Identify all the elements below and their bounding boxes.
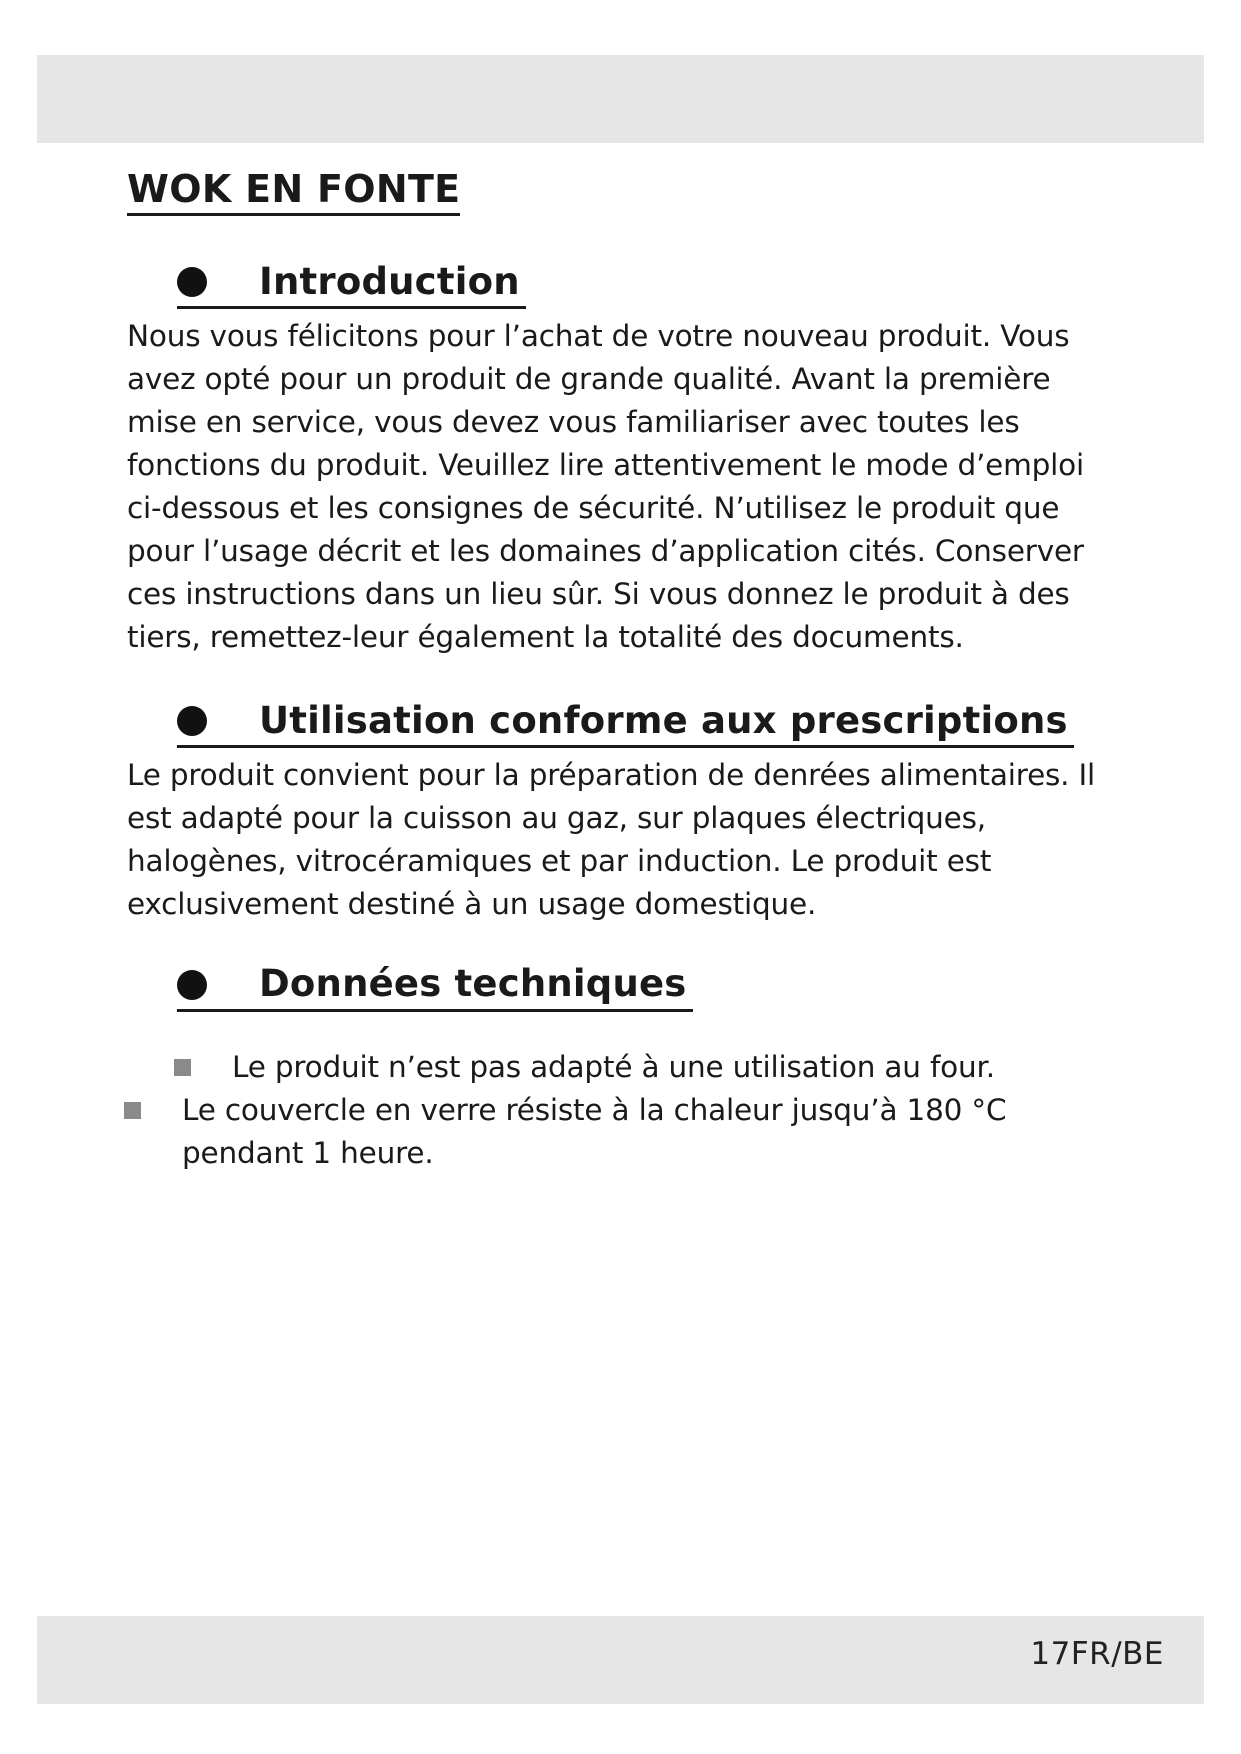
page-number: 17FR/BE (1030, 1636, 1164, 1672)
header-band (37, 55, 1204, 143)
page-content (127, 168, 1127, 1175)
list-item-text: Le produit n’est pas adapté à une utilisation au four. (232, 1049, 995, 1084)
list-item (127, 1089, 1127, 1175)
section-intended-use (127, 699, 1127, 926)
circle-bullet-icon (177, 706, 207, 736)
section-heading (177, 962, 693, 1011)
section-introduction (127, 260, 1127, 659)
section-paragraph: Le produit convient pour la préparation de denrées alimentaires. Il est adapté pour la cuisson au gaz, sur plaques électriques, halogènes, vitrocéramiques et par induction. Le produit est exclusivement destiné à un usage domestique. (127, 758, 1096, 922)
section-paragraph: Nous vous félicitons pour l’achat de votre nouveau produit. Vous avez opté pour un produit de grande qualité. Avant la première mise en service, vous devez vous familiariser avec toutes les fonctions du produit. Veuillez lire attentivement le mode d’emploi ci-dessous et les consignes de sécurité. N’utilisez le produit que pour l’usage décrit et les domaines d’application cités. Conserver ces instructions dans un lieu sûr. Si vous donnez le produit à des tiers, remettez-leur également la totalité des documents. (127, 319, 1085, 655)
list-item (127, 1046, 1127, 1089)
spec-list (127, 1046, 1127, 1175)
section-heading (177, 260, 526, 309)
circle-bullet-icon (177, 970, 207, 1000)
square-bullet-icon (174, 1059, 191, 1076)
footer-band (37, 1616, 1204, 1704)
section-title: Utilisation conforme aux prescriptions (259, 699, 1068, 743)
section-title: Introduction (259, 259, 520, 303)
section-title: Données techniques (259, 962, 687, 1006)
list-item-text: Le couvercle en verre résiste à la chaleur jusqu’à 180 °C pendant 1 heure. (182, 1092, 1007, 1170)
circle-bullet-icon (177, 267, 207, 297)
square-bullet-icon (124, 1102, 141, 1119)
document-title: WOK EN FONTE (127, 168, 460, 216)
section-heading (177, 699, 1074, 748)
section-technical-data (127, 962, 1127, 1174)
